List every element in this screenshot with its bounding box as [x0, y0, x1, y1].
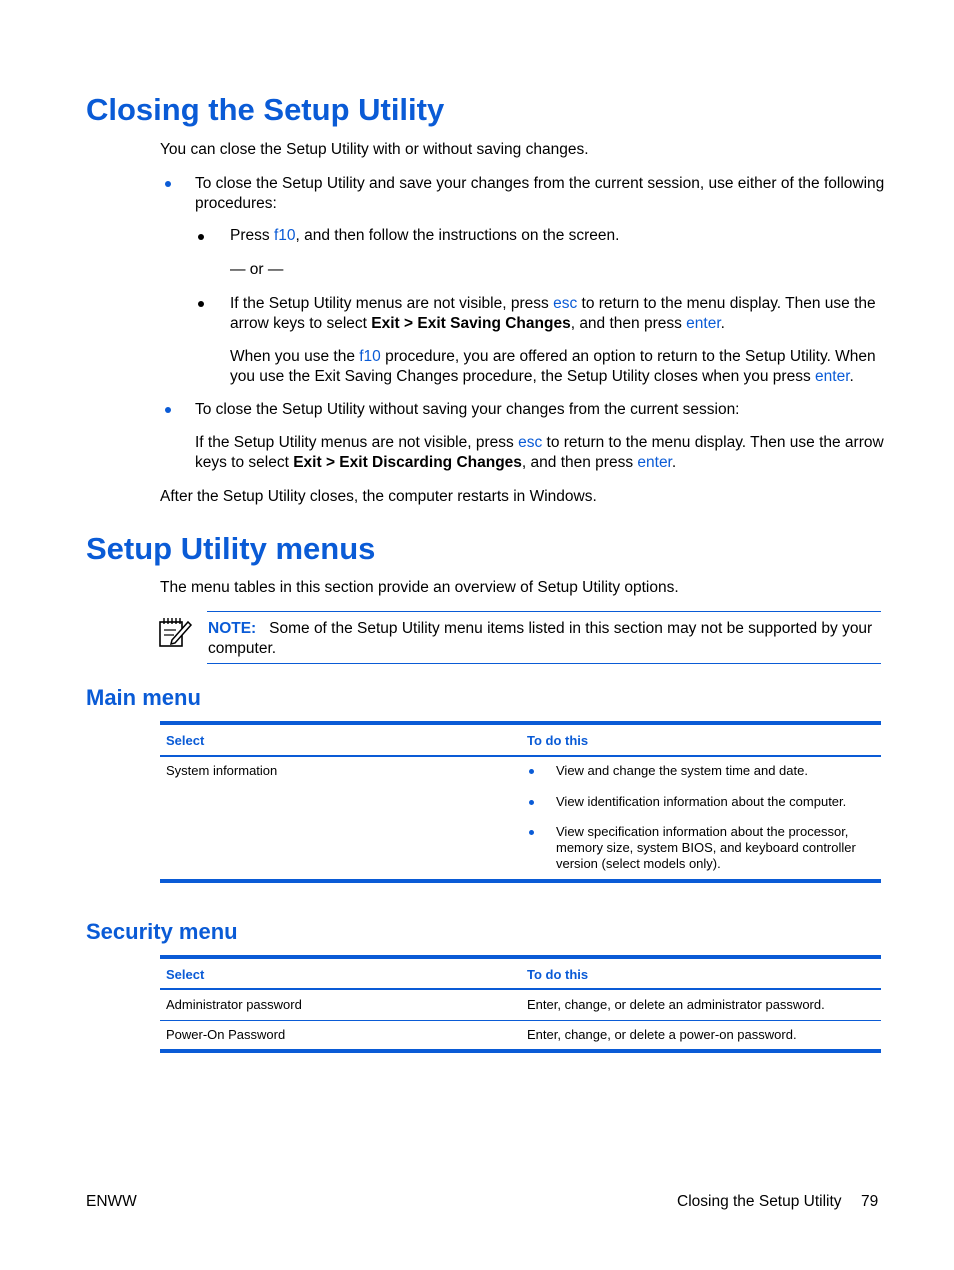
table-cell-select: System information	[166, 763, 278, 778]
or-separator: — or —	[230, 261, 284, 278]
key-enter[interactable]: enter	[686, 314, 721, 332]
table-bottom-rule	[160, 879, 881, 883]
table-header-rule	[160, 755, 881, 757]
key-enter[interactable]: enter	[637, 453, 672, 471]
key-f10[interactable]: f10	[359, 348, 381, 365]
bullet-icon	[165, 181, 171, 187]
table-top-rule	[160, 955, 881, 959]
f10-explanation: When you use the f10 procedure, you are offered an option to return to the Setup Utility. When you use the Exit Saving Changes procedure, the Setup Utility closes when you press enter.	[230, 348, 876, 385]
intro-text: You can close the Setup Utility with or without saving changes.	[160, 141, 589, 158]
column-header-select: Select	[166, 733, 205, 748]
bullet-discard-text: To close the Setup Utility without saving your changes from the current session:	[195, 401, 740, 418]
main-menu-heading: Main menu	[86, 685, 201, 710]
key-esc[interactable]: esc	[518, 434, 543, 451]
page-title: Closing the Setup Utility	[86, 92, 445, 127]
sub-bullet-press-f10: Press f10, and then follow the instructions on the screen.	[230, 227, 620, 244]
note-text: NOTE: Some of the Setup Utility menu items listed in this section may not be supported by your computer.	[208, 620, 873, 657]
exit-discarding-text: If the Setup Utility menus are not visible, press esc to return to the menu display. Then use the arrow keys to select Exit > Exit Discarding Changes, and then press enter.	[195, 434, 884, 471]
bullet-icon	[165, 407, 171, 413]
bullet-icon	[198, 301, 204, 307]
note-icon	[158, 614, 194, 648]
table-header-rule	[160, 988, 881, 990]
page-number: 79	[861, 1193, 879, 1210]
table-row-divider	[160, 1020, 881, 1021]
table-cell-item: View specification information about the processor, memory size, system BIOS, and keyboard controller version (select models only).	[556, 824, 856, 871]
bullet-icon	[529, 800, 534, 805]
table-cell-item: View and change the system time and date.	[556, 763, 808, 778]
footer-chapter-title: Closing the Setup Utility	[677, 1193, 842, 1210]
key-esc[interactable]: esc	[553, 295, 578, 312]
security-menu-heading: Security menu	[86, 919, 238, 944]
bullet-icon	[529, 830, 534, 835]
key-f10[interactable]: f10	[273, 227, 296, 244]
closing-text: After the Setup Utility closes, the computer restarts in Windows.	[160, 488, 597, 505]
key-enter[interactable]: enter	[815, 367, 850, 385]
column-header-todo: To do this	[527, 733, 589, 748]
bullet-save-text: To close the Setup Utility and save your changes from the current session, use either of the following procedures:	[195, 175, 885, 212]
footer-left: ENWW	[86, 1193, 137, 1210]
sub-bullet-exit-saving: If the Setup Utility menus are not visible, press esc to return to the menu display. Then use the arrow keys to select Exit > Exit Saving Changes, and then press enter.	[230, 295, 876, 332]
table-cell-select: Power-On Password	[166, 1027, 286, 1042]
column-header-select: Select	[166, 967, 205, 982]
table-cell-item: View identification information about the computer.	[556, 794, 847, 809]
table-cell-select: Administrator password	[166, 997, 302, 1012]
section-intro: The menu tables in this section provide an overview of Setup Utility options.	[160, 579, 679, 596]
note-bottom-rule	[207, 663, 881, 664]
section-title: Setup Utility menus	[86, 531, 376, 566]
bullet-icon	[198, 234, 204, 240]
table-bottom-rule	[160, 1049, 881, 1053]
note-top-rule	[207, 611, 881, 612]
bullet-icon	[529, 769, 534, 774]
table-cell-todo: Enter, change, or delete an administrator password.	[527, 997, 825, 1012]
note-label: NOTE:	[208, 620, 257, 637]
table-cell-todo: Enter, change, or delete a power-on password.	[527, 1027, 797, 1042]
table-top-rule	[160, 721, 881, 725]
column-header-todo: To do this	[527, 967, 589, 982]
